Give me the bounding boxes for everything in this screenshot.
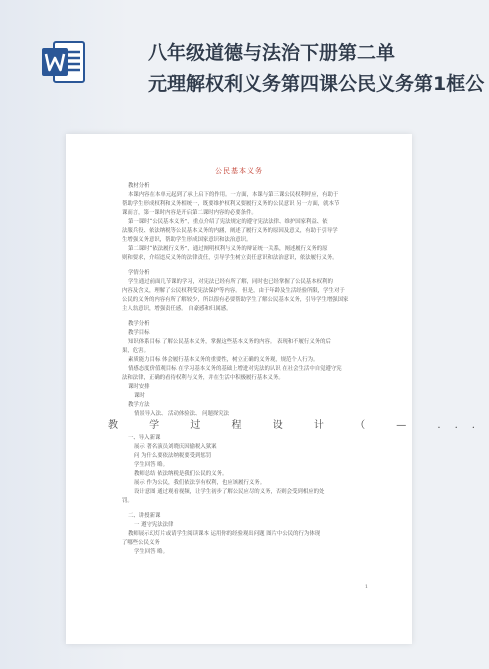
text-line: 展示 著名演员刘晓庆因偷税入狱案 xyxy=(134,444,217,450)
text-line: 教师总结 依法纳税是我们公民的义务。 xyxy=(134,471,228,477)
text-line: 法和法律，正确的看待权利与义务，并在生活中积极履行基本义务。 xyxy=(122,375,284,381)
text-line: 学生回答 略。 xyxy=(134,549,169,555)
word-document-icon xyxy=(40,38,88,86)
text-line: 教 学 过 程 设 计 （ — ... xyxy=(108,420,489,431)
text-line: 课时 xyxy=(134,393,145,399)
page-number: 1 xyxy=(364,584,368,590)
text-line: 问 为什么要依法纳税要受到惩罚 xyxy=(134,453,212,459)
text-line: 学生通过前面几节课的学习，对宪法已经有所了解，同时也已经掌握了公民基本权利的 xyxy=(128,279,333,285)
text-line: 法服兵役、依法纳税等公民基本义务的内涵，阐述了履行义务的原因及意义，有助于引导学 xyxy=(122,228,338,234)
text-line: 设计意图 通过观看视频，让学生初步了解公民应尽的义务，否则会受到相应的处 xyxy=(134,489,325,495)
text-line: 课而言，第一课时内容是开启第二课时内容的必要条件。 xyxy=(122,210,257,216)
text-line: 则和要求，介绍违反义务的法律责任，引导学生树立责任意识和法治意识，依法履行义务。 xyxy=(122,255,338,261)
text-line: 学情分析 xyxy=(128,270,150,276)
text-line: 展示 作为公民，我们依法享有权利，也应该履行义务。 xyxy=(134,480,266,486)
text-line: 教师展示幻灯片或请学生阅读课本 运用你的经验观出问题 图片中公民的行为体现 xyxy=(128,531,321,537)
text-line: 教学目标 xyxy=(128,330,150,336)
text-line: 帮助学生形成权利和义务相统一，既要维护权利又要履行义务的公民意识 另一方面，就本节 xyxy=(122,201,340,207)
text-line: 二、讲授新课 xyxy=(128,513,161,519)
document-title-line-2: 元理解权利义务第四课公民义务第1框公 xyxy=(148,73,485,95)
document-title xyxy=(148,38,485,108)
page-content xyxy=(108,182,489,557)
page-heading: 公民基本义务 xyxy=(215,167,263,175)
text-line: 教学分析 xyxy=(128,321,150,327)
text-line: 学生回答 略。 xyxy=(134,462,169,468)
text-line: 教学方法 xyxy=(128,402,150,408)
text-line: 情景导入法、 活动体验法、 问题探究法 xyxy=(134,411,230,417)
document-page-preview xyxy=(66,134,489,644)
text-line: 果，危害。 xyxy=(122,348,149,354)
text-line: 一 遵守宪法法律 xyxy=(134,522,174,528)
text-line: 了哪些公民义务 xyxy=(122,540,160,546)
text-line: 生增强义务意识，帮助学生形成国家意识和法治意识。 xyxy=(122,237,252,243)
text-line: 情感态度价值观目标 在学习基本义务的基础上增进对宪法的认识 在社会生活中自觉遵守宪 xyxy=(128,366,342,372)
text-line: 教材分析 xyxy=(128,183,150,189)
text-line: 课时安排 xyxy=(128,384,150,390)
text-line: 素质能力目标 体会履行基本义务的重要性，树立正确的义务观，规范个人行为。 xyxy=(128,357,319,363)
document-title-line-1: 八年级道德与法治下册第二单 xyxy=(148,42,396,64)
text-line: 公民的义务的内容有所了解较少，所以很有必要帮助学生了解公民基本义务，引导学生增强国家 xyxy=(122,297,349,303)
text-line: 知识体系目标 了解公民基本义务，掌握这些基本义务的内容。 表现和不履行义务的后 xyxy=(128,339,331,345)
text-line: 第一课时“公民基本义务”，重点介绍了宪法规定的遵守宪法法律、维护国家利益、依 xyxy=(128,219,328,225)
text-line: 第二课时“依法履行义务”，通过阐明权利与义务的辩证统一关系，阐述履行义务的原 xyxy=(128,246,328,252)
text-line: 主人翁意识，增强责任感。 自豪感和归属感。 xyxy=(122,306,232,312)
text-line: 本课内容在本单元起到了承上启下的作用。一方面，本课与第三课公民权利呼应，有助于 xyxy=(128,192,339,198)
text-line: 一、导入新课 xyxy=(128,435,161,441)
text-line: 内容及含义，理解了公民权利受宪法保护等内容。 但是，由于年龄及生活经验所限，学生对于 xyxy=(122,288,345,294)
text-line: 罚。 xyxy=(122,498,133,504)
